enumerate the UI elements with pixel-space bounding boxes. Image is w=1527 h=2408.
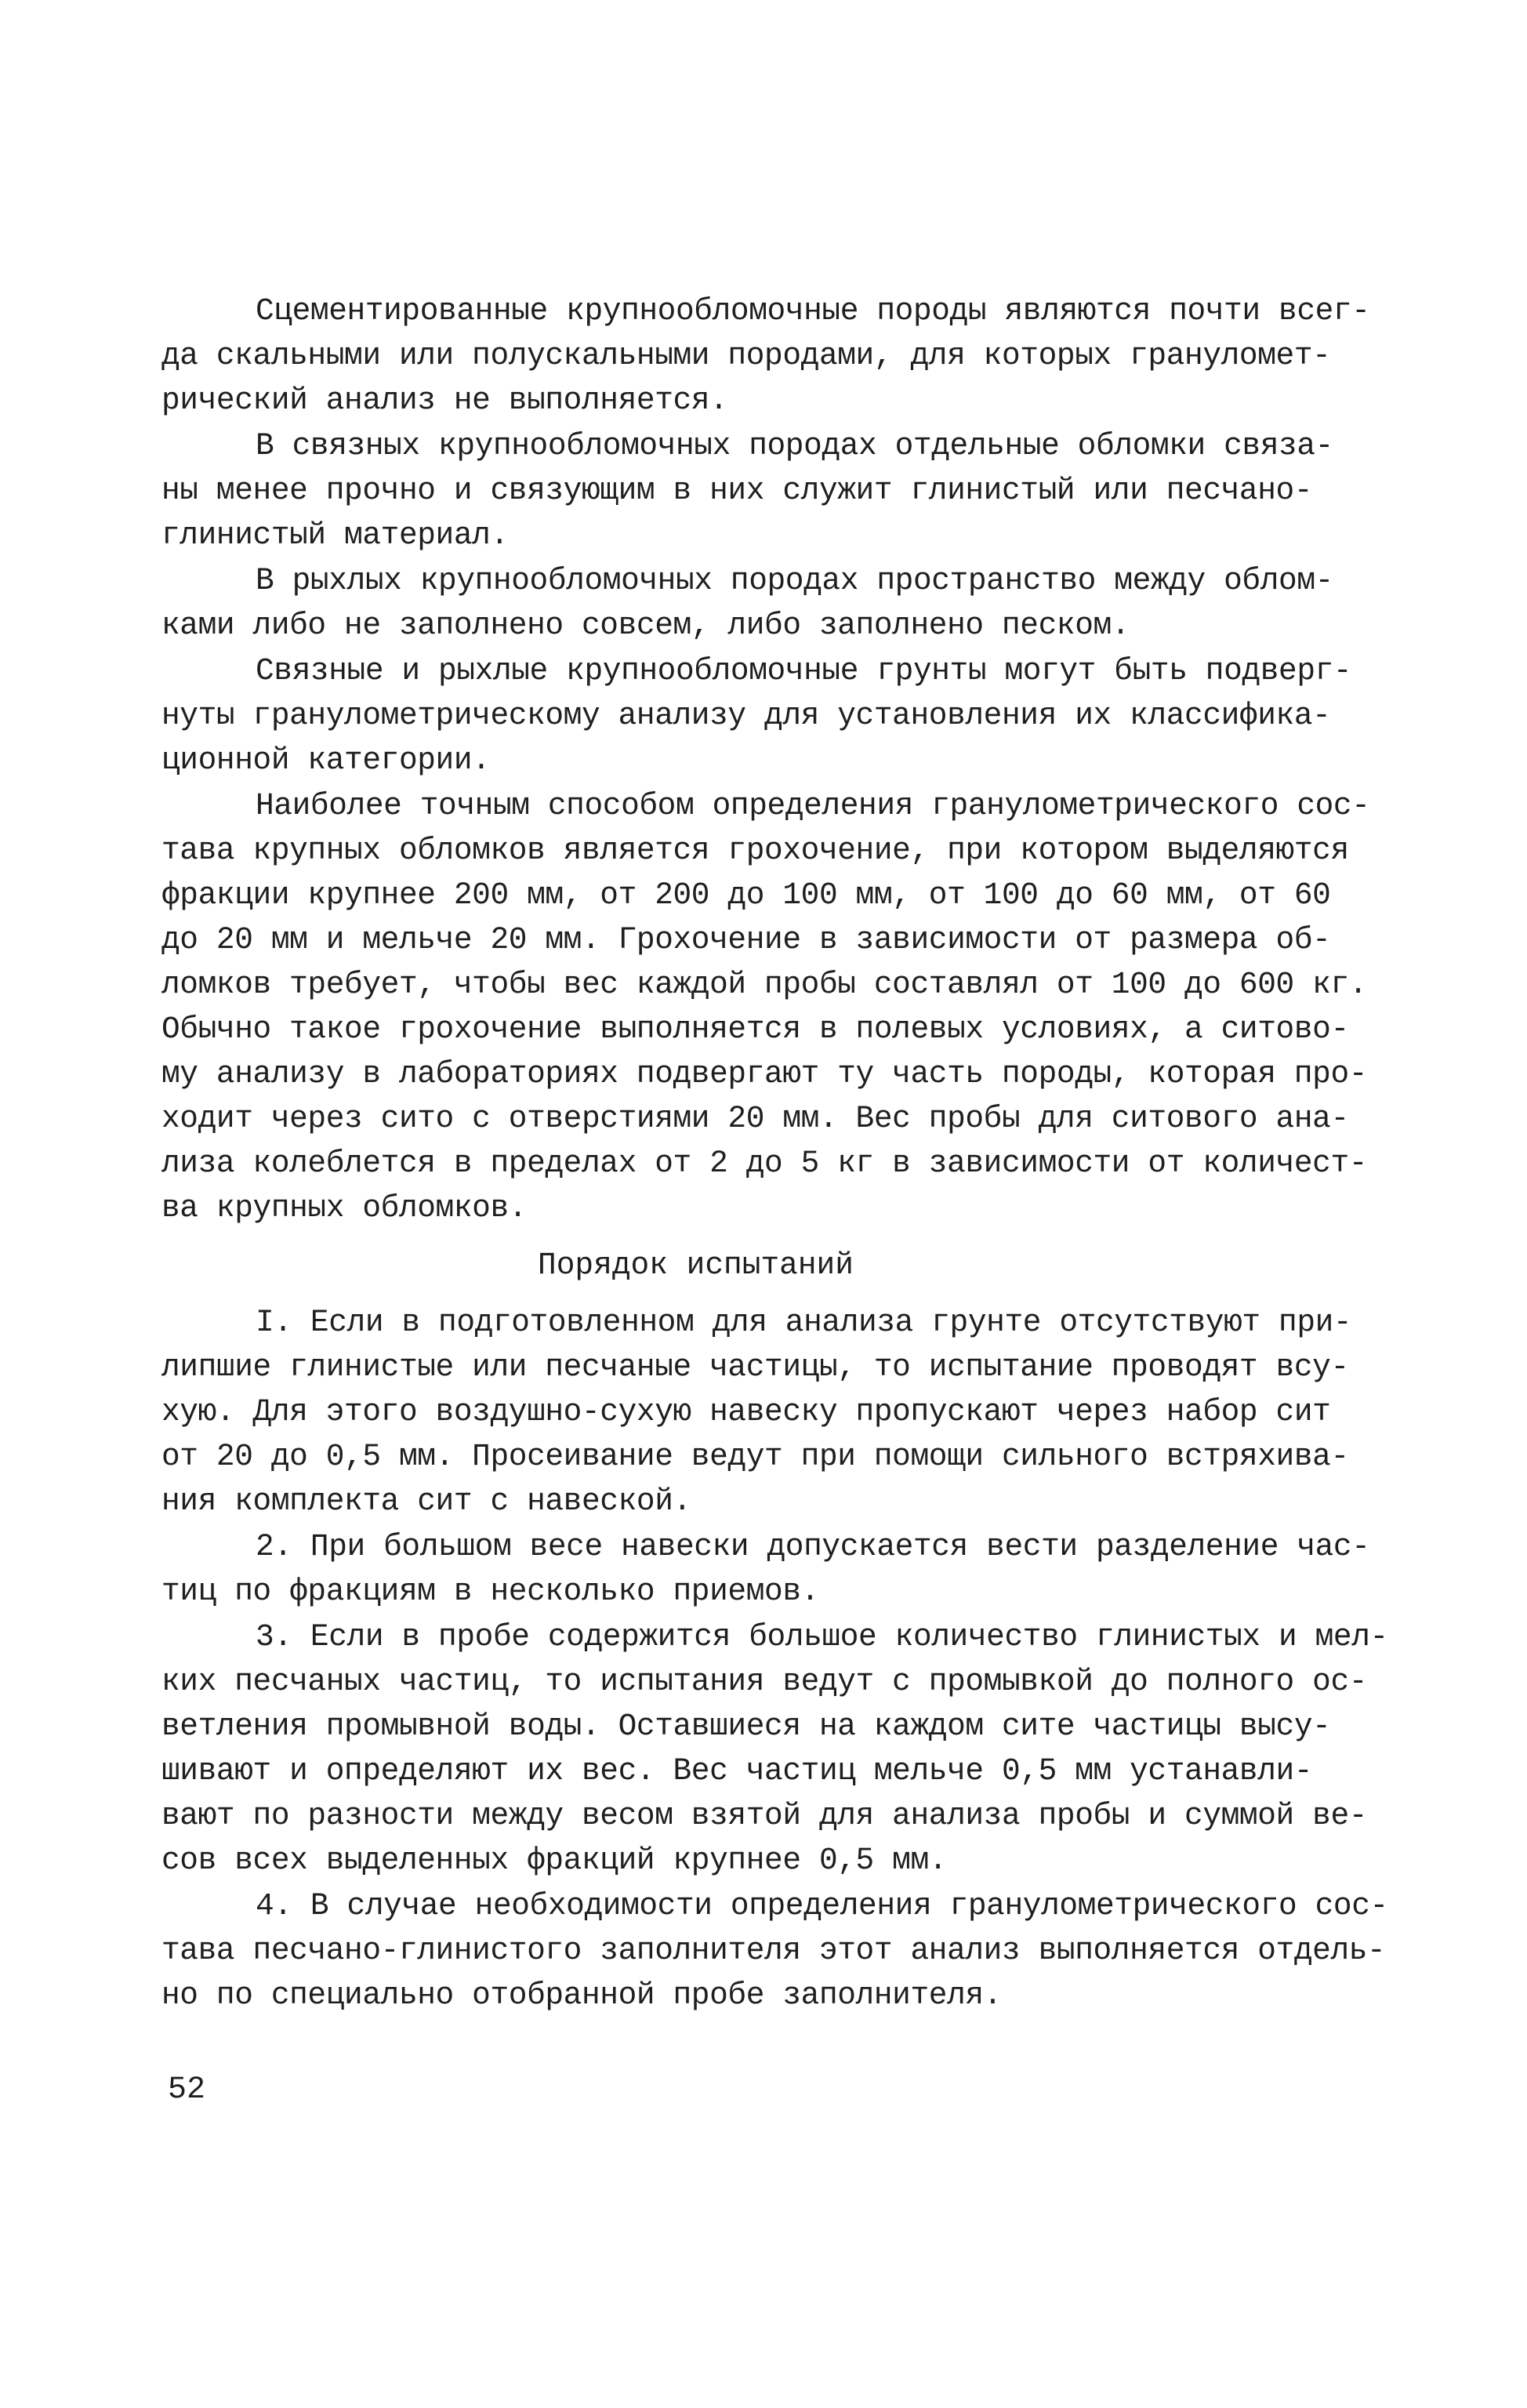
paragraph-1-line-2: да скальными или полускальными породами, для которых грануломет- xyxy=(161,338,1331,373)
paragraph-5-line-5: ломков требует, чтобы вес каждой пробы составлял от 100 до 600 кг. xyxy=(161,967,1368,1002)
paragraph-3-line-1: В рыхлых крупнообломочных породах пространство между облом- xyxy=(256,563,1333,598)
paragraph-5-line-10: ва крупных обломков. xyxy=(161,1190,528,1226)
step-3-line-3: ветления промывной воды. Оставшиеся на каждом сите частицы высу- xyxy=(161,1709,1331,1744)
paragraph-5-line-2: тава крупных обломков является грохочение, при котором выделяются xyxy=(161,833,1349,868)
paragraph-2-line-3: глинистый материал. xyxy=(161,518,509,553)
paragraph-5-line-7: му анализу в лабораториях подвергают ту часть породы, которая про- xyxy=(161,1056,1368,1091)
paragraph-5-line-8: ходит через сито с отверстиями 20 мм. Вес пробы для ситового ана- xyxy=(161,1101,1349,1136)
step-3-line-1: 3. Если в пробе содержится большое количество глинистых и мел- xyxy=(256,1619,1388,1654)
step-3-line-6: сов всех выделенных фракций крупнее 0,5 мм. xyxy=(161,1843,948,1878)
section-heading: Порядок испытаний xyxy=(538,1248,854,1283)
step-1-line-5: ния комплекта сит с навеской. xyxy=(161,1484,691,1519)
paragraph-4-line-3: ционной категории. xyxy=(161,743,491,778)
paragraph-5-line-9: лиза колеблется в пределах от 2 до 5 кг в зависимости от количест- xyxy=(161,1146,1368,1181)
paragraph-3-line-2: ками либо не заполнено совсем, либо заполнено песком. xyxy=(161,608,1130,643)
paragraph-1-line-1: Сцементированные крупнообломочные породы являются почти всег- xyxy=(256,293,1370,329)
step-1-line-3: хую. Для этого воздушно-сухую навеску пропускают через набор сит xyxy=(161,1394,1331,1429)
paragraph-2-line-1: В связных крупнообломочных породах отдельные обломки связа- xyxy=(256,428,1333,463)
step-4-line-3: но по специально отобранной пробе заполнителя. xyxy=(161,1978,1002,2013)
paragraph-5-line-3: фракции крупнее 200 мм, от 200 до 100 мм, от 100 до 60 мм, от 60 xyxy=(161,877,1331,913)
paragraph-4-line-1: Связные и рыхлые крупнообломочные грунты могут быть подверг- xyxy=(256,653,1352,688)
step-3-line-2: ких песчаных частиц, то испытания ведут с промывкой до полного ос- xyxy=(161,1664,1368,1699)
paragraph-2-line-2: ны менее прочно и связующим в них служит глинистый или песчано- xyxy=(161,473,1313,508)
step-2-line-2: тиц по фракциям в несколько приемов. xyxy=(161,1574,819,1609)
paragraph-1-line-3: рический анализ не выполняется. xyxy=(161,383,728,418)
page-number: 52 xyxy=(168,2072,206,2108)
step-3-line-4: шивают и определяют их вес. Вес частиц мельче 0,5 мм устанавли- xyxy=(161,1753,1313,1789)
step-4-line-2: тава песчано-глинистого заполнителя этот анализ выполняется отдель- xyxy=(161,1933,1386,1968)
step-1-line-1: I. Если в подготовленном для анализа грунте отсутствуют при- xyxy=(256,1305,1352,1340)
step-1-line-2: липшие глинистые или песчаные частицы, то испытание проводят всу- xyxy=(161,1349,1349,1385)
paragraph-5-line-1: Наиболее точным способом определения гранулометрического сос- xyxy=(256,788,1370,823)
step-2-line-1: 2. При большом весе навески допускается вести разделение час- xyxy=(256,1529,1370,1564)
paragraph-5-line-4: до 20 мм и мельче 20 мм. Грохочение в зависимости от размера об- xyxy=(161,922,1331,957)
step-1-line-4: от 20 до 0,5 мм. Просеивание ведут при помощи сильного встряхива- xyxy=(161,1439,1349,1474)
step-4-line-1: 4. В случае необходимости определения гранулометрического сос- xyxy=(256,1888,1388,1923)
paragraph-4-line-2: нуты гранулометрическому анализу для установления их классифика- xyxy=(161,698,1331,733)
paragraph-5-line-6: Обычно такое грохочение выполняется в полевых условиях, а ситово- xyxy=(161,1012,1349,1047)
step-3-line-5: вают по разности между весом взятой для анализа пробы и суммой ве- xyxy=(161,1798,1368,1833)
